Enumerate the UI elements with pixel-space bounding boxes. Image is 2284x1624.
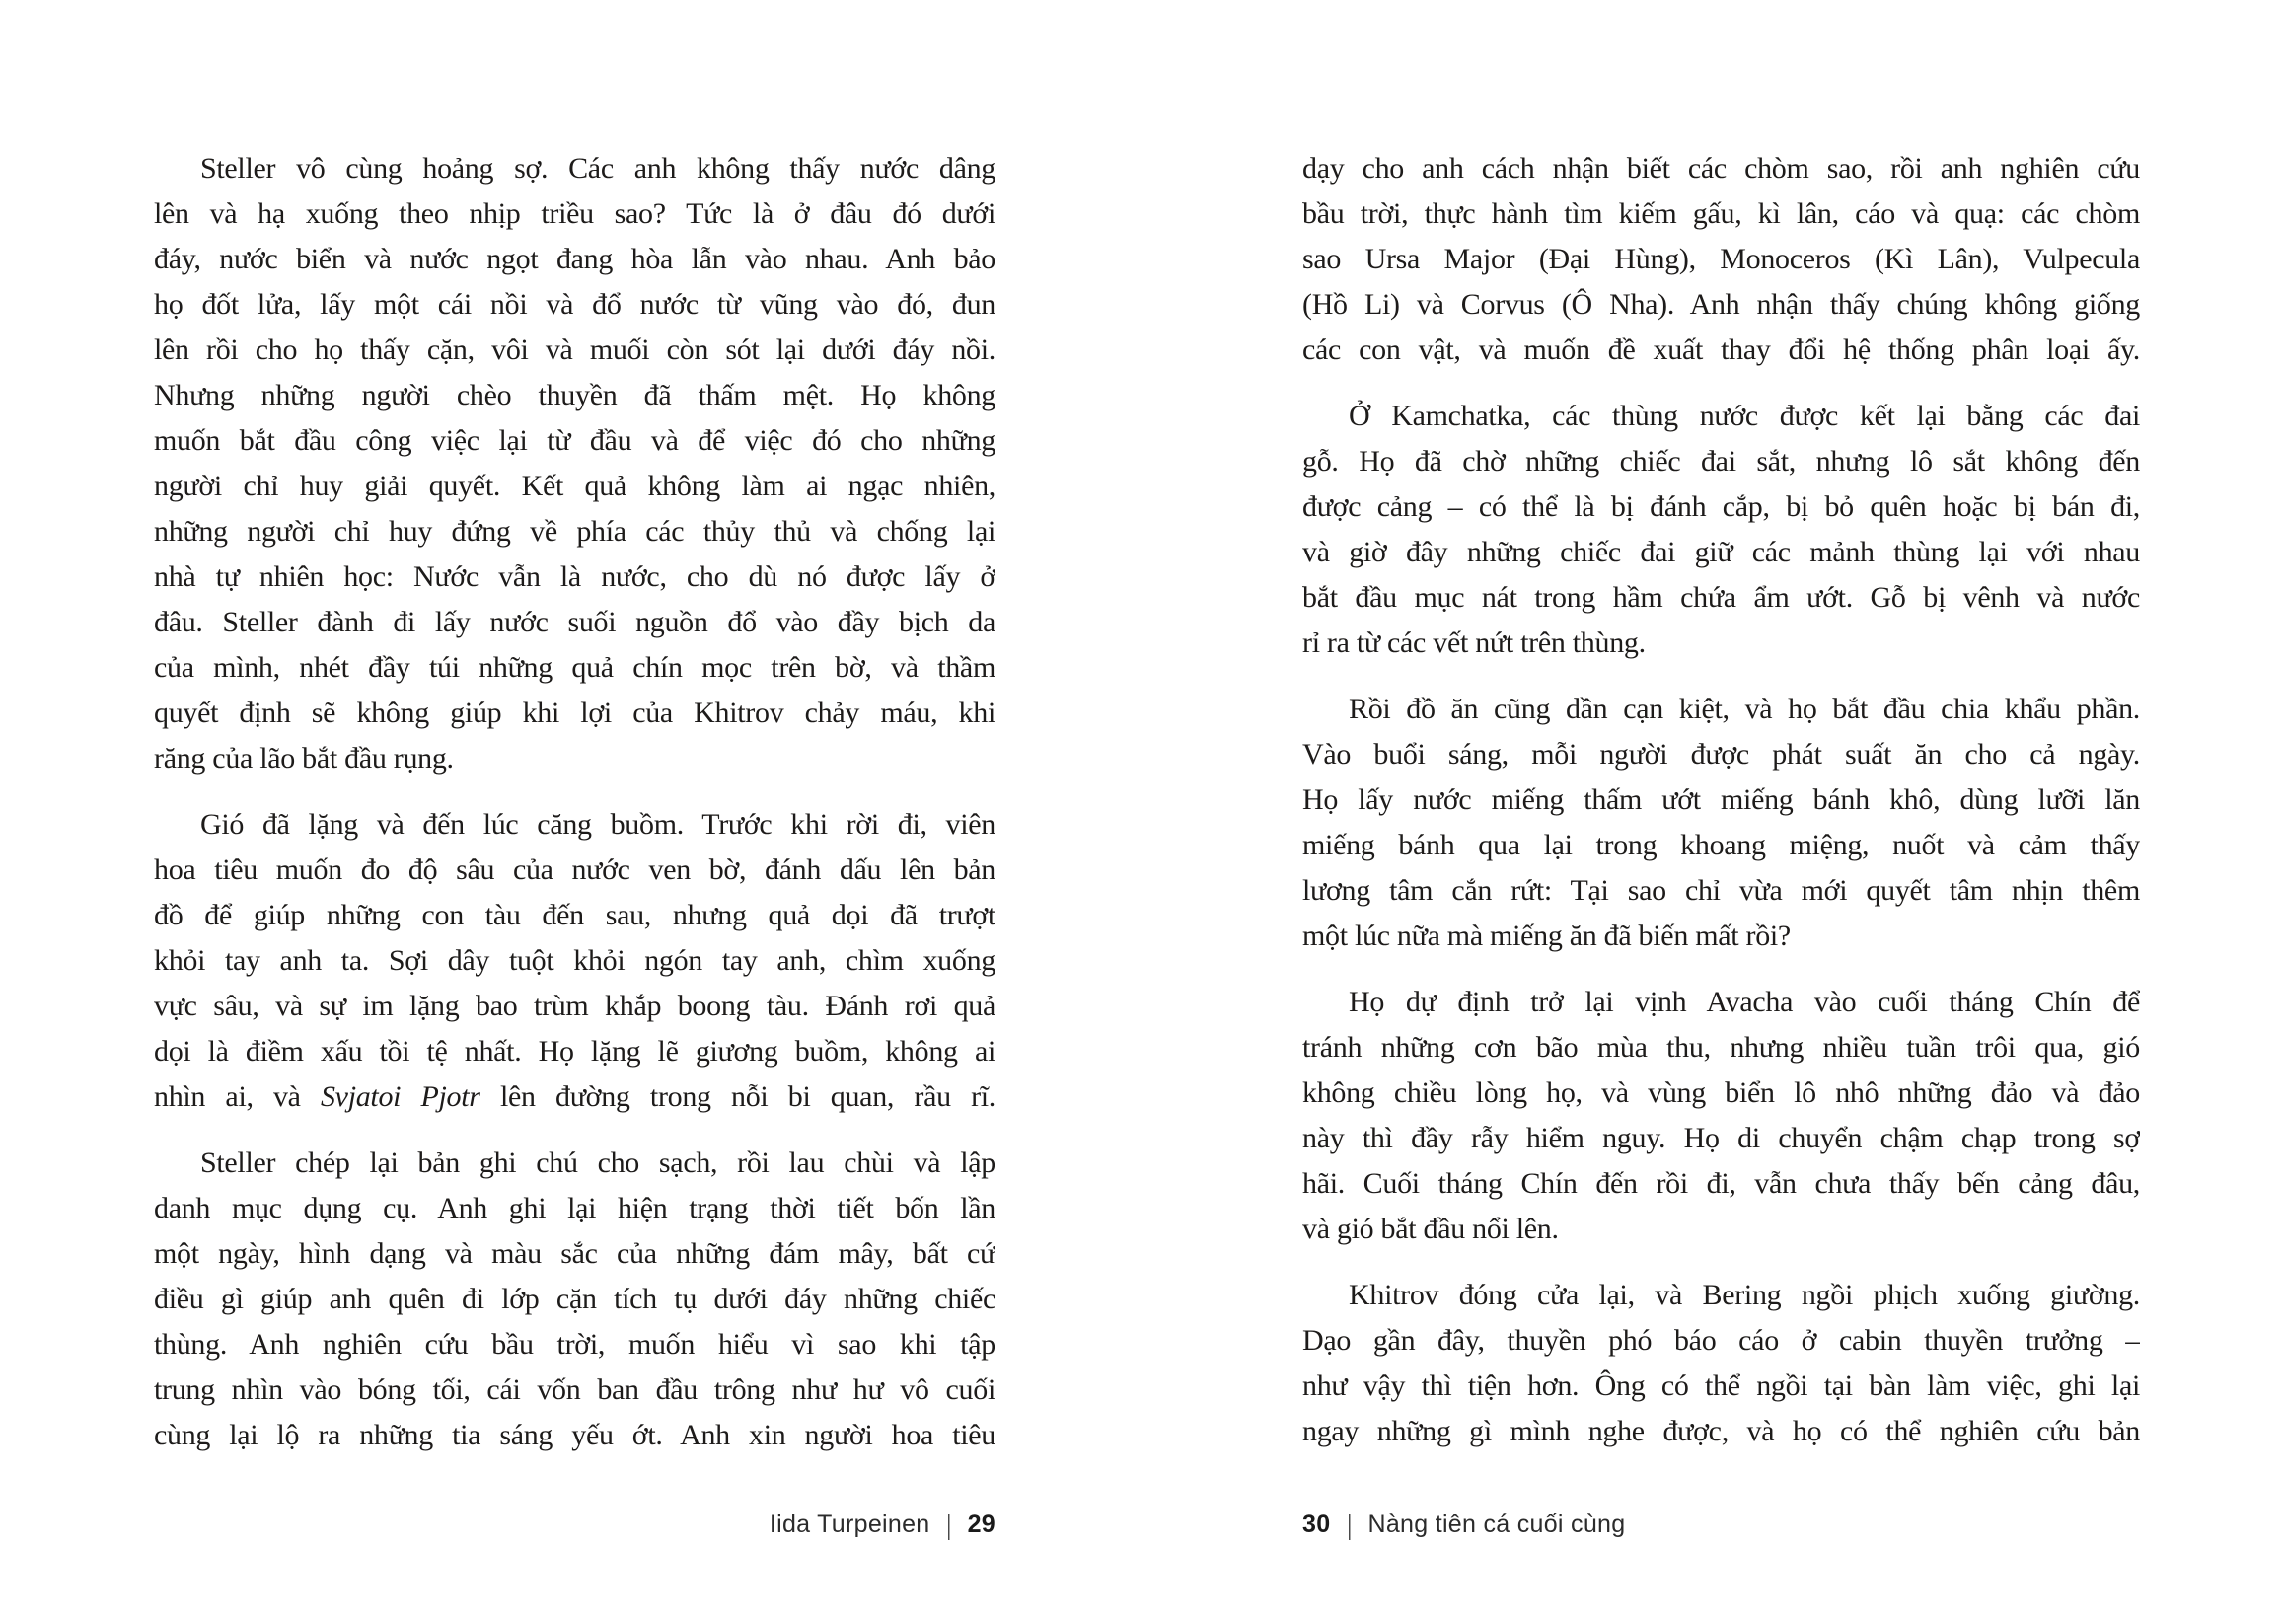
page-number-right: 30 bbox=[1302, 1511, 1331, 1538]
page-right-body-text bbox=[1302, 146, 2140, 1475]
paragraph bbox=[1302, 687, 2140, 959]
text-line: Nhưng những người chèo thuyền đã thấm mệt. Họ không bbox=[154, 379, 995, 411]
text-line: Gió đã lặng và đến lúc căng buồm. Trước khi rời đi, viên bbox=[200, 808, 995, 841]
page-number-left: 29 bbox=[967, 1511, 995, 1538]
text-line: muốn bắt đầu công việc lại từ đầu và để việc đó cho những bbox=[154, 424, 995, 457]
text-line: người chỉ huy giải quyết. Kết quả không làm ai ngạc nhiên, bbox=[154, 470, 995, 502]
text-line: Steller vô cùng hoảng sợ. Các anh không thấy nước dâng bbox=[200, 152, 995, 185]
text-line: trung nhìn vào bóng tối, cái vốn ban đầu trông như hư vô cuối bbox=[154, 1373, 995, 1406]
text-line: được cảng – có thể là bị đánh cắp, bị bỏ quên hoặc bị bán đi, bbox=[1302, 490, 2140, 523]
text-line: Ở Kamchatka, các thùng nước được kết lại bằng các đai bbox=[1349, 400, 2140, 432]
text-line: lương tâm cắn rứt: Tại sao chỉ vừa mới quyết tâm nhịn thêm bbox=[1302, 874, 2140, 907]
text-line: danh mục dụng cụ. Anh ghi lại hiện trạng thời tiết bốn lần bbox=[154, 1192, 995, 1224]
italic-ship-name: Svjatoi Pjotr bbox=[320, 1080, 480, 1113]
text-line: lên rồi cho họ thấy cặn, vôi và muối còn sót lại dưới đáy nồi. bbox=[154, 333, 995, 366]
text-line: răng của lão bắt đầu rụng. bbox=[154, 742, 454, 775]
text-line: ngay những gì mình nghe được, và họ có thể nghiên cứu bản bbox=[1302, 1415, 2140, 1447]
text-line: một ngày, hình dạng và màu sắc của những đám mây, bất cứ bbox=[154, 1237, 995, 1270]
text-line: hãi. Cuối tháng Chín đến rồi đi, vẫn chưa thấy bến cảng đâu, bbox=[1302, 1167, 2140, 1200]
text-line: gỗ. Họ đã chờ những chiếc đai sắt, nhưng lô sắt không đến bbox=[1302, 445, 2140, 478]
text-line: quyết định sẽ không giúp khi lợi của Khitrov chảy máu, khi bbox=[154, 697, 995, 729]
footer-book-title: Nàng tiên cá cuối cùng bbox=[1367, 1511, 1626, 1538]
text-line: bầu trời, thực hành tìm kiếm gấu, kì lân, cáo và quạ: các chòm bbox=[1302, 197, 2140, 230]
text-line: không chiều lòng họ, và vùng biển lô nhô những đảo và đảo bbox=[1302, 1076, 2140, 1109]
page-left-body-text bbox=[154, 146, 995, 1479]
footer-author-name: Iida Turpeinen bbox=[769, 1511, 930, 1538]
paragraph bbox=[154, 1141, 995, 1458]
footer-separator: | bbox=[1346, 1510, 1352, 1540]
text-line: dạy cho anh cách nhận biết các chòm sao, rồi anh nghiên cứu bbox=[1302, 152, 2140, 185]
text-line: khỏi tay anh ta. Sợi dây tuột khỏi ngón tay anh, chìm xuống bbox=[154, 944, 995, 977]
text-line: thùng. Anh nghiên cứu bầu trời, muốn hiểu vì sao khi tập bbox=[154, 1328, 995, 1361]
page-left-footer bbox=[154, 1508, 995, 1542]
text-line: họ đốt lửa, lấy một cái nồi và đổ nước từ vũng vào đó, đun bbox=[154, 288, 995, 321]
paragraph bbox=[154, 802, 995, 1120]
paragraph bbox=[1302, 1273, 2140, 1454]
text-line: hoa tiêu muốn đo độ sâu của nước ven bờ, đánh dấu lên bản bbox=[154, 853, 995, 886]
text-line: đáy, nước biển và nước ngọt đang hòa lẫn vào nhau. Anh bảo bbox=[154, 243, 995, 275]
text-line: điều gì giúp anh quên đi lớp cặn tích tụ dưới đáy những chiếc bbox=[154, 1283, 995, 1315]
paragraph bbox=[1302, 980, 2140, 1252]
paragraph bbox=[154, 146, 995, 781]
text-line: vực sâu, và sự im lặng bao trùm khắp boong tàu. Đánh rơi quả bbox=[154, 990, 995, 1022]
text-line: sao Ursa Major (Đại Hùng), Monoceros (Kì Lân), Vulpecula bbox=[1302, 243, 2140, 275]
text-line: một lúc nữa mà miếng ăn đã biến mất rồi? bbox=[1302, 920, 1791, 952]
footer-separator: | bbox=[946, 1510, 952, 1540]
text-line: nhìn ai, và Svjatoi Pjotr lên đường trong nỗi bi quan, rầu rĩ. bbox=[154, 1080, 995, 1113]
text-line: những người chỉ huy đứng về phía các thủy thủ và chống lại bbox=[154, 515, 995, 548]
text-line: cùng lại lộ ra những tia sáng yếu ớt. Anh xin người hoa tiêu bbox=[154, 1419, 995, 1451]
paragraph bbox=[1302, 146, 2140, 373]
text-line: này thì đầy rẫy hiểm nguy. Họ di chuyển chậm chạp trong sợ bbox=[1302, 1122, 2140, 1154]
text-line: tránh những cơn bão mùa thu, nhưng nhiều tuần trôi qua, gió bbox=[1302, 1031, 2140, 1064]
text-line: các con vật, và muốn đề xuất thay đổi hệ thống phân loại ấy. bbox=[1302, 333, 2140, 366]
text-line: như vậy thì tiện hơn. Ông có thể ngồi tại bàn làm việc, ghi lại bbox=[1302, 1369, 2140, 1402]
text-line: đồ để giúp những con tàu đến sau, nhưng quả dọi đã trượt bbox=[154, 899, 995, 931]
text-line: dọi là điềm xấu tồi tệ nhất. Họ lặng lẽ giương buồm, không ai bbox=[154, 1035, 995, 1068]
text-line: và gió bắt đầu nổi lên. bbox=[1302, 1213, 1559, 1245]
text-line: của mình, nhét đầy túi những quả chín mọc trên bờ, và thầm bbox=[154, 651, 995, 684]
text-line: miếng bánh qua lại trong khoang miệng, nuốt và cảm thấy bbox=[1302, 829, 2140, 861]
text-line: Vào buổi sáng, mỗi người được phát suất ăn cho cả ngày. bbox=[1302, 738, 2140, 771]
text-line: Họ lấy nước miếng thấm ướt miếng bánh khô, dùng lưỡi lăn bbox=[1302, 783, 2140, 816]
text-line: Rồi đồ ăn cũng dần cạn kiệt, và họ bắt đầu chia khẩu phần. bbox=[1349, 693, 2140, 725]
text-line: nhà tự nhiên học: Nước vẫn là nước, cho dù nó được lấy ở bbox=[154, 560, 995, 593]
text-line: lên và hạ xuống theo nhịp triều sao? Tức là ở đâu đó dưới bbox=[154, 197, 995, 230]
paragraph bbox=[1302, 394, 2140, 666]
text-line: Dạo gần đây, thuyền phó báo cáo ở cabin thuyền trưởng – bbox=[1302, 1324, 2140, 1357]
text-line: Khitrov đóng cửa lại, và Bering ngồi phịch xuống giường. bbox=[1349, 1279, 2140, 1311]
text-line: rỉ ra từ các vết nứt trên thùng. bbox=[1302, 627, 1646, 659]
text-line: (Hồ Li) và Corvus (Ô Nha). Anh nhận thấy chúng không giống bbox=[1302, 288, 2140, 321]
text-line: đâu. Steller đành đi lấy nước suối nguồn đổ vào đầy bịch da bbox=[154, 606, 995, 638]
text-line: và giờ đây những chiếc đai giữ các mảnh thùng lại với nhau bbox=[1302, 536, 2140, 568]
page-right-footer bbox=[1302, 1508, 2140, 1542]
text-line: Steller chép lại bản ghi chú cho sạch, rồi lau chùi và lập bbox=[200, 1146, 995, 1179]
text-line: Họ dự định trở lại vịnh Avacha vào cuối tháng Chín để bbox=[1349, 986, 2140, 1018]
text-line: bắt đầu mục nát trong hầm chứa ẩm ướt. Gỗ bị vênh và nước bbox=[1302, 581, 2140, 614]
